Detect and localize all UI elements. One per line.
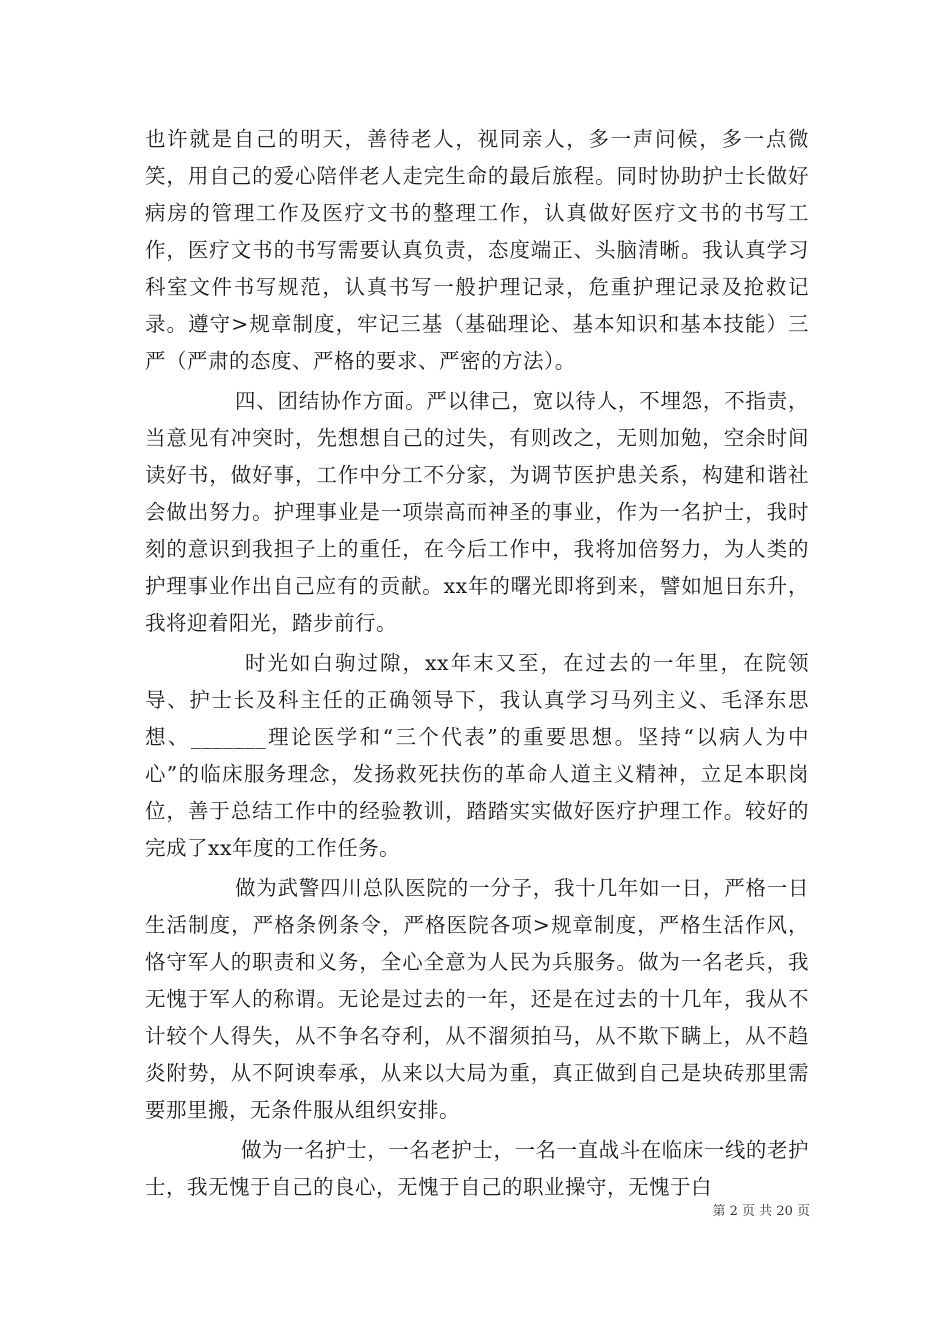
paragraph-teamwork: 四、团结协作方面。严以律己，宽以待人，不埋怨，不指责，当意见有冲突时，先想想自己的过失，有则改之，无则加勉，空余时间读好书，做好事，工作中分工不分家，为调节医护患关系，构建和谐社会做出努力。护理事业是一项崇高而神圣的事业，作为一名护士，我时刻的意识到我担子上的重任，在今后工作中，我将加倍努力，为人类的护理事业作出自己应有的贡献。xx年的曙光即将到来，譬如旭日东升，我将迎着阳光，踏步前行。 [145, 389, 809, 635]
paragraph-continuation: 也许就是自己的明天，善待老人，视同亲人，多一声问候，多一点微笑，用自己的爱心陪伴老人走完生命的最后旅程。同时协助护士长做好病房的管理工作及医疗文书的整理工作，认真做好医疗文书的书写工作，医疗文书的书写需要认真负责，态度端正、头脑清晰。我认真学习科室文件书写规范，认真书写一般护理记录，危重护理记录及抢救记录。遵守>规章制度，牢记三基（基础理论、基本知识和基本技能）三严（严肃的态度、严格的要求、严密的方法）。 [145, 127, 809, 373]
paragraph-nurse-reflection: 做为一名护士，一名老护士，一名一直战斗在临床一线的老护士，我无愧于自己的良心，无愧于自己的职业操守，无愧于白 [145, 1138, 809, 1199]
paragraph-military-duty: 做为武警四川总队医院的一分子，我十几年如一日，严格一日生活制度，严格条例条令，严格医院各项>规章制度，严格生活作风，恪守军人的职责和义务，全心全意为人民为兵服务。做为一名老兵，我无愧于军人的称谓。无论是过去的一年，还是在过去的十几年，我从不计较个人得失，从不争名夺利，从不溜须拍马，从不欺下瞒上，从不趋炎附势，从不阿谀奉承，从来以大局为重，真正做到自己是块砖那里需要那里搬，无条件服从组织安排。 [145, 876, 809, 1122]
body-text [145, 121, 809, 1206]
page-number-footer: 第 2 页 共 20 页 [712, 1204, 810, 1219]
paragraph-year-review: 时光如白驹过隙，xx年末又至，在过去的一年里，在院领导、护士长及科主任的正确领导下，我认真学习马列主义、毛泽东思想、_______理论医学和“三个代表”的重要思想。坚持“以病人为中心”的临床服务理念，发扬救死扶伤的革命人道主义精神，立足本职岗位，善于总结工作中的经验教训，踏踏实实做好医疗护理工作。较好的完成了xx年度的工作任务。 [145, 651, 809, 860]
